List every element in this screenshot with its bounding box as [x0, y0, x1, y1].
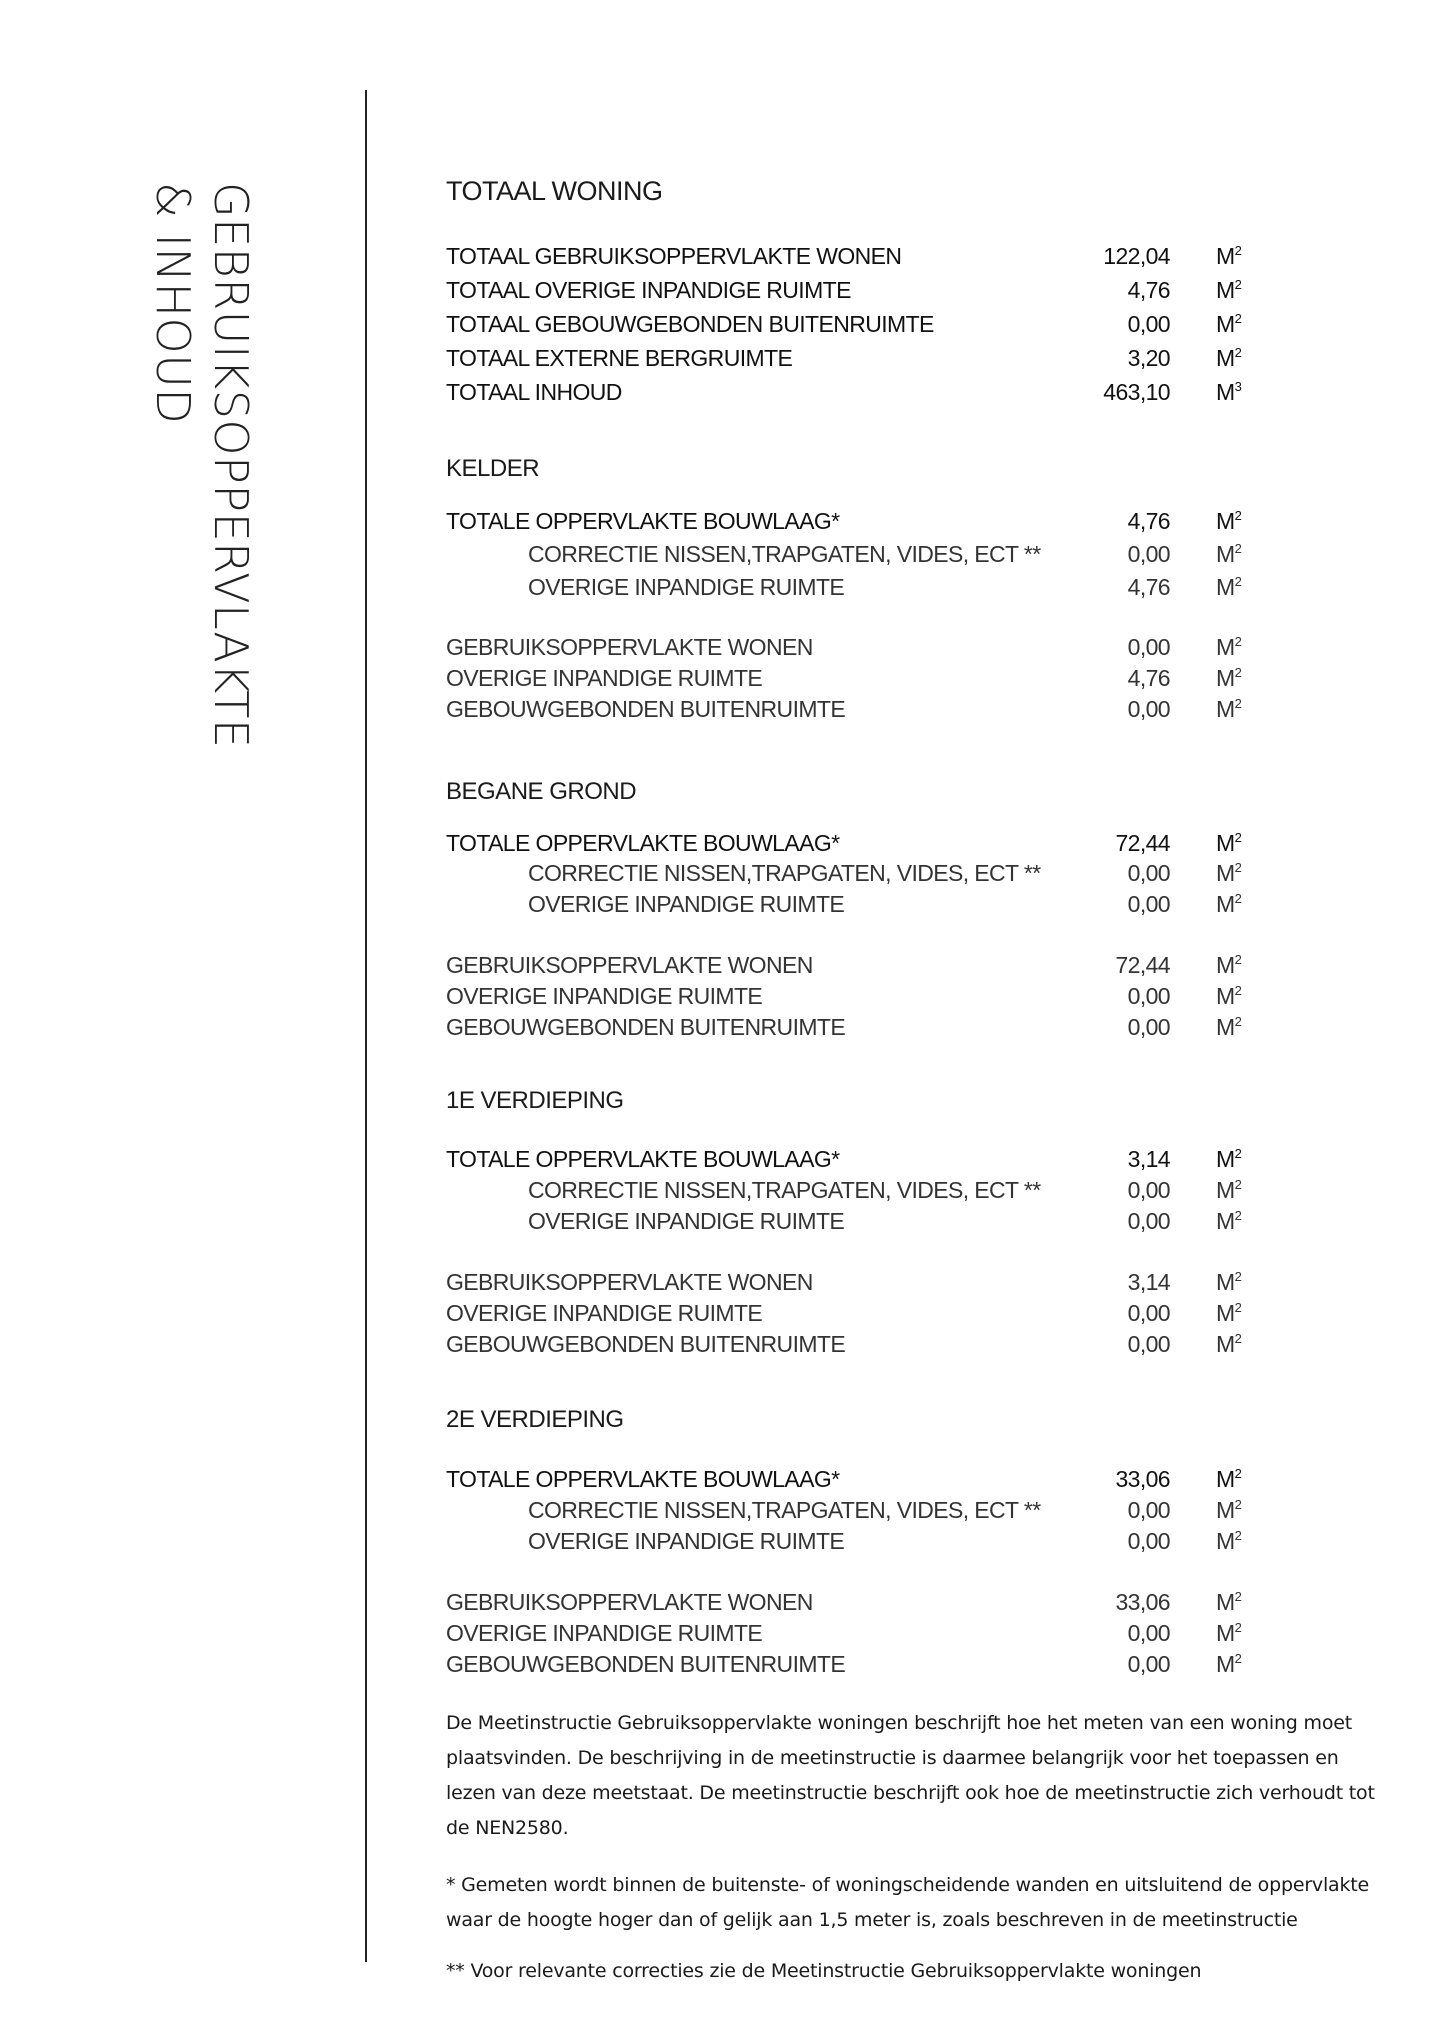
side-title-line-1: GEBRUIKSOPPERVLAKTE: [204, 182, 258, 749]
row-label: TOTALE OPPERVLAKTE BOUWLAAG*: [446, 830, 840, 856]
table-row: [446, 1497, 1246, 1527]
row-value: 72,44: [1115, 830, 1170, 856]
page-side-title: [144, 182, 260, 748]
row-value: 122,04: [1103, 243, 1170, 269]
row-unit: $M^2$: [1216, 574, 1242, 600]
table-row: [446, 952, 1246, 982]
row-unit: $M^2$: [1216, 665, 1242, 691]
row-unit: $M^2$: [1216, 860, 1242, 886]
table-row: [446, 696, 1246, 726]
row-value: 0,00: [1127, 1177, 1170, 1203]
row-label: OVERIGE INPANDIGE RUIMTE: [446, 1300, 763, 1326]
row-value: 0,00: [1127, 860, 1170, 886]
table-row: [446, 1466, 1246, 1496]
section-title-1e-verdieping: 1E VERDIEPING: [446, 1087, 624, 1114]
row-unit: $M^2$: [1216, 1300, 1242, 1326]
row-label: CORRECTIE NISSEN,TRAPGATEN, VIDES, ECT **: [528, 1497, 1041, 1523]
row-value: 0,00: [1127, 634, 1170, 660]
row-value: 0,00: [1127, 891, 1170, 917]
intro-note: De Meetinstructie Gebruiksoppervlakte woningen beschrijft hoe het meten van een woning moet plaatsvinden. De beschrijving in de meetinstructie is daarmee belangrijk voor het toepassen en lezen van deze meetstaat. De meetinstructie beschrijft ook hoe de meetinstructie zich verhoudt tot de NEN2580.: [446, 1712, 1375, 1839]
row-unit: $M^2$: [1216, 1331, 1242, 1357]
row-unit: $M^2$: [1216, 1589, 1242, 1615]
table-row: [446, 634, 1246, 664]
table-row: [446, 860, 1246, 890]
table-row: [446, 1177, 1246, 1207]
row-unit: $M^2$: [1216, 345, 1242, 371]
row-label: TOTALE OPPERVLAKTE BOUWLAAG*: [446, 1146, 840, 1172]
row-label: OVERIGE INPANDIGE RUIMTE: [528, 891, 845, 917]
table-row: [446, 1146, 1246, 1176]
row-value: 463,10: [1103, 379, 1170, 405]
row-label: CORRECTIE NISSEN,TRAPGATEN, VIDES, ECT **: [528, 860, 1041, 886]
row-label: CORRECTIE NISSEN,TRAPGATEN, VIDES, ECT **: [528, 541, 1041, 567]
row-unit: $M^2$: [1216, 634, 1242, 660]
row-value: 0,00: [1127, 983, 1170, 1009]
section-title-kelder: KELDER: [446, 455, 540, 482]
table-row: [446, 311, 1246, 341]
row-unit: $M^2$: [1216, 508, 1242, 534]
row-value: 0,00: [1127, 1651, 1170, 1677]
section-title-totaal: TOTAAL WONING: [446, 176, 663, 206]
row-label: TOTAAL GEBOUWGEBONDEN BUITENRUIMTE: [446, 311, 934, 337]
row-label: OVERIGE INPANDIGE RUIMTE: [528, 1208, 845, 1234]
row-label: TOTAAL GEBRUIKSOPPERVLAKTE WONEN: [446, 243, 902, 269]
row-unit: $M^2$: [1216, 830, 1242, 856]
row-unit: $M^2$: [1216, 1466, 1242, 1492]
row-value: 72,44: [1115, 952, 1170, 978]
table-row: [446, 1269, 1246, 1299]
row-value: 3,20: [1127, 345, 1170, 371]
table-row: [446, 830, 1246, 860]
table-row: [446, 574, 1246, 604]
row-unit: $M^2$: [1216, 1528, 1242, 1554]
row-value: 4,76: [1127, 574, 1170, 600]
table-row: [446, 508, 1246, 538]
table-row: [446, 1300, 1246, 1330]
row-label: GEBRUIKSOPPERVLAKTE WONEN: [446, 952, 813, 978]
row-label: GEBOUWGEBONDEN BUITENRUIMTE: [446, 1651, 846, 1677]
row-value: 0,00: [1127, 541, 1170, 567]
table-row: [446, 1014, 1246, 1044]
table-row: [446, 243, 1246, 273]
row-value: 0,00: [1127, 696, 1170, 722]
table-row: [446, 1208, 1246, 1238]
row-value: 3,14: [1127, 1269, 1170, 1295]
row-label: TOTAAL OVERIGE INPANDIGE RUIMTE: [446, 277, 851, 303]
row-label: GEBRUIKSOPPERVLAKTE WONEN: [446, 634, 813, 660]
table-row: [446, 1589, 1246, 1619]
footnote-star: * Gemeten wordt binnen de buitenste- of woningscheidende wanden en uitsluitend de oppervlakte waar de hoogte hoger dan of gelijk aan 1,5 meter is, zoals beschreven in de meetinstructie: [446, 1874, 1370, 1931]
row-label: GEBRUIKSOPPERVLAKTE WONEN: [446, 1269, 813, 1295]
row-unit: $M^2$: [1216, 983, 1242, 1009]
section-title-2e-verdieping: 2E VERDIEPING: [446, 1406, 624, 1433]
row-unit: $M^2$: [1216, 1651, 1242, 1677]
section-title-begane-grond: BEGANE GROND: [446, 778, 637, 805]
row-label: GEBOUWGEBONDEN BUITENRUIMTE: [446, 1014, 846, 1040]
row-label: GEBOUWGEBONDEN BUITENRUIMTE: [446, 1331, 846, 1357]
row-label: OVERIGE INPANDIGE RUIMTE: [446, 1620, 763, 1646]
row-unit: $M^2$: [1216, 1497, 1242, 1523]
row-label: GEBOUWGEBONDEN BUITENRUIMTE: [446, 696, 846, 722]
row-unit: $M^2$: [1216, 952, 1242, 978]
table-row: [446, 665, 1246, 695]
row-value: 4,76: [1127, 508, 1170, 534]
vertical-divider: [365, 90, 367, 1962]
row-unit: $M^2$: [1216, 1014, 1242, 1040]
row-value: 4,76: [1127, 665, 1170, 691]
row-label: TOTALE OPPERVLAKTE BOUWLAAG*: [446, 1466, 840, 1492]
table-row: [446, 1620, 1246, 1650]
row-value: 0,00: [1127, 1014, 1170, 1040]
side-title-line-2: & INHOUD: [146, 182, 200, 425]
row-label: OVERIGE INPANDIGE RUIMTE: [528, 574, 845, 600]
row-value: 0,00: [1127, 1528, 1170, 1554]
row-value: 0,00: [1127, 311, 1170, 337]
row-unit: $M^2$: [1216, 891, 1242, 917]
row-label: TOTALE OPPERVLAKTE BOUWLAAG*: [446, 508, 840, 534]
row-value: 0,00: [1127, 1300, 1170, 1326]
table-row: [446, 1651, 1246, 1681]
row-unit: $M^3$: [1216, 379, 1242, 405]
row-unit: $M^2$: [1216, 1620, 1242, 1646]
row-label: OVERIGE INPANDIGE RUIMTE: [528, 1528, 845, 1554]
table-row: [446, 1331, 1246, 1361]
row-label: CORRECTIE NISSEN,TRAPGATEN, VIDES, ECT **: [528, 1177, 1041, 1203]
row-label: TOTAAL EXTERNE BERGRUIMTE: [446, 345, 793, 371]
row-value: 0,00: [1127, 1208, 1170, 1234]
footnote-double-star: ** Voor relevante correcties zie de Meetinstructie Gebruiksoppervlakte woningen: [446, 1960, 1202, 1982]
row-label: TOTAAL INHOUD: [446, 379, 622, 405]
row-value: 0,00: [1127, 1620, 1170, 1646]
table-row: [446, 983, 1246, 1013]
table-row: [446, 891, 1246, 921]
row-value: 33,06: [1115, 1466, 1170, 1492]
row-unit: $M^2$: [1216, 541, 1242, 567]
table-row: [446, 379, 1246, 409]
row-unit: $M^2$: [1216, 1177, 1242, 1203]
row-unit: $M^2$: [1216, 1208, 1242, 1234]
row-value: 4,76: [1127, 277, 1170, 303]
row-value: 0,00: [1127, 1497, 1170, 1523]
row-unit: $M^2$: [1216, 1269, 1242, 1295]
table-row: [446, 541, 1246, 571]
row-unit: $M^2$: [1216, 1146, 1242, 1172]
row-unit: $M^2$: [1216, 243, 1242, 269]
row-label: OVERIGE INPANDIGE RUIMTE: [446, 665, 763, 691]
row-value: 33,06: [1115, 1589, 1170, 1615]
row-label: OVERIGE INPANDIGE RUIMTE: [446, 983, 763, 1009]
row-unit: $M^2$: [1216, 696, 1242, 722]
row-unit: $M^2$: [1216, 311, 1242, 337]
row-value: 0,00: [1127, 1331, 1170, 1357]
row-label: GEBRUIKSOPPERVLAKTE WONEN: [446, 1589, 813, 1615]
table-row: [446, 1528, 1246, 1558]
table-row: [446, 345, 1246, 375]
row-value: 3,14: [1127, 1146, 1170, 1172]
table-row: [446, 277, 1246, 307]
row-unit: $M^2$: [1216, 277, 1242, 303]
